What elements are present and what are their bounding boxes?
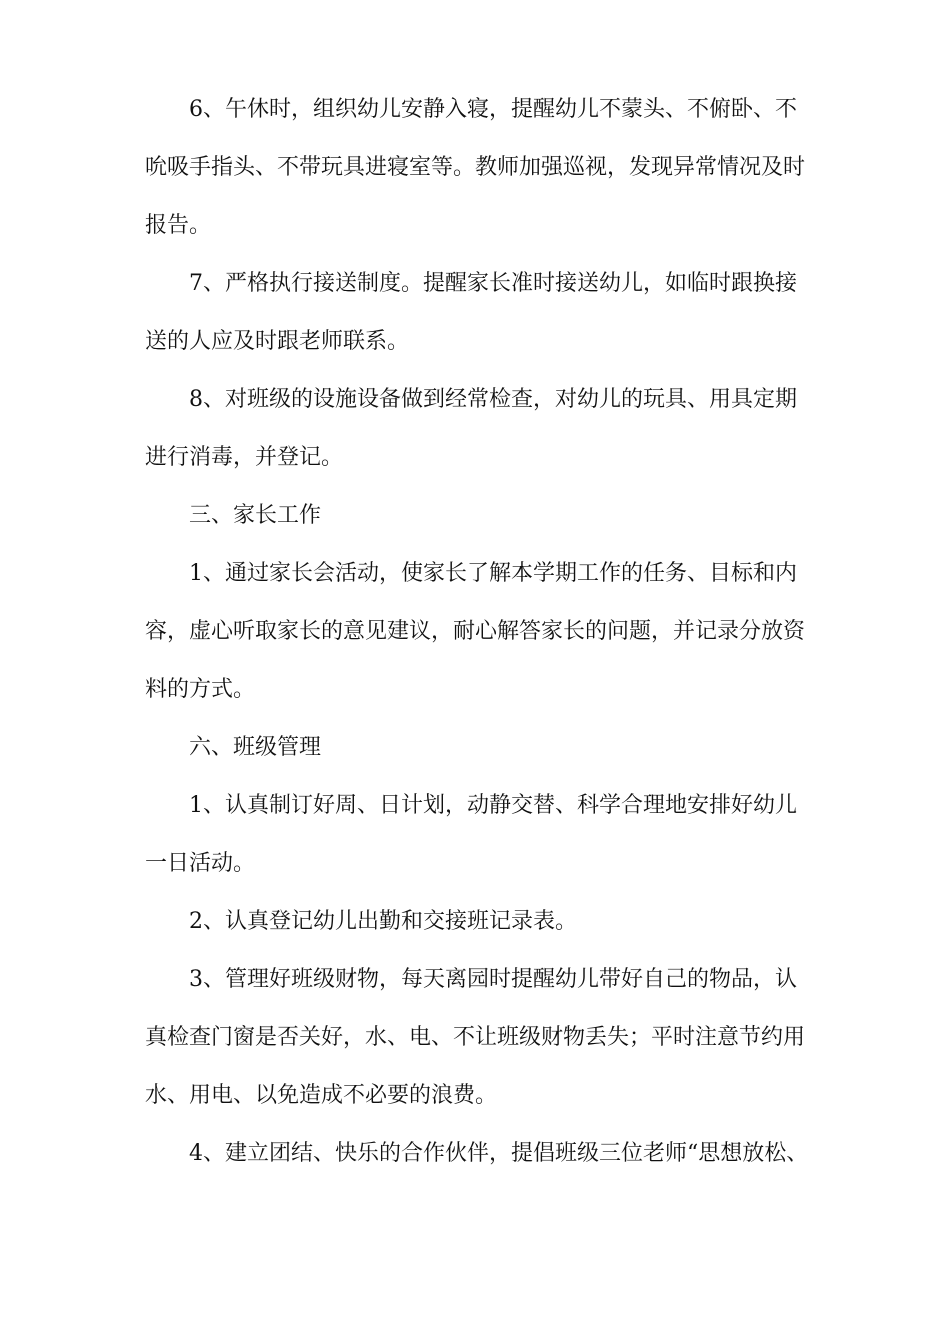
paragraph-line: 6、午休时，组织幼儿安静入寝，提醒幼儿不蒙头、不俯卧、不 xyxy=(189,97,797,122)
paragraph-line: 送的人应及时跟老师联系。 xyxy=(145,329,410,354)
paragraph-line: 8、对班级的设施设备做到经常检查，对幼儿的玩具、用具定期 xyxy=(189,387,797,412)
paragraph-line: 吮吸手指头、不带玩具进寝室等。教师加强巡视，发现异常情况及时 xyxy=(145,155,806,180)
paragraph-line: 1、认真制订好周、日计划，动静交替、科学合理地安排好幼儿 xyxy=(189,793,797,818)
paragraph-line: 料的方式。 xyxy=(145,677,256,702)
paragraph-line: 4、建立团结、快乐的合作伙伴，提倡班级三位老师“思想放松、 xyxy=(189,1141,809,1166)
paragraph-line: 报告。 xyxy=(145,213,212,238)
paragraph-line: 2、认真登记幼儿出勤和交接班记录表。 xyxy=(189,909,577,934)
paragraph-line: 真检查门窗是否关好，水、电、不让班级财物丢失；平时注意节约用 xyxy=(145,1025,806,1050)
paragraph-line: 3、管理好班级财物，每天离园时提醒幼儿带好自己的物品，认 xyxy=(189,967,797,992)
paragraph-line: 1、通过家长会活动，使家长了解本学期工作的任务、目标和内 xyxy=(189,561,797,586)
paragraph-line: 进行消毒，并登记。 xyxy=(145,445,344,470)
paragraph-line: 一日活动。 xyxy=(145,851,256,876)
paragraph-line: 容，虚心听取家长的意见建议，耐心解答家长的问题，并记录分放资 xyxy=(145,619,806,644)
paragraph-line: 7、严格执行接送制度。提醒家长准时接送幼儿，如临时跟换接 xyxy=(189,271,797,296)
section-heading-text: 三、家长工作 xyxy=(189,503,322,528)
section-heading-text: 六、班级管理 xyxy=(189,735,322,760)
paragraph-line: 水、用电、以免造成不必要的浪费。 xyxy=(145,1083,498,1108)
